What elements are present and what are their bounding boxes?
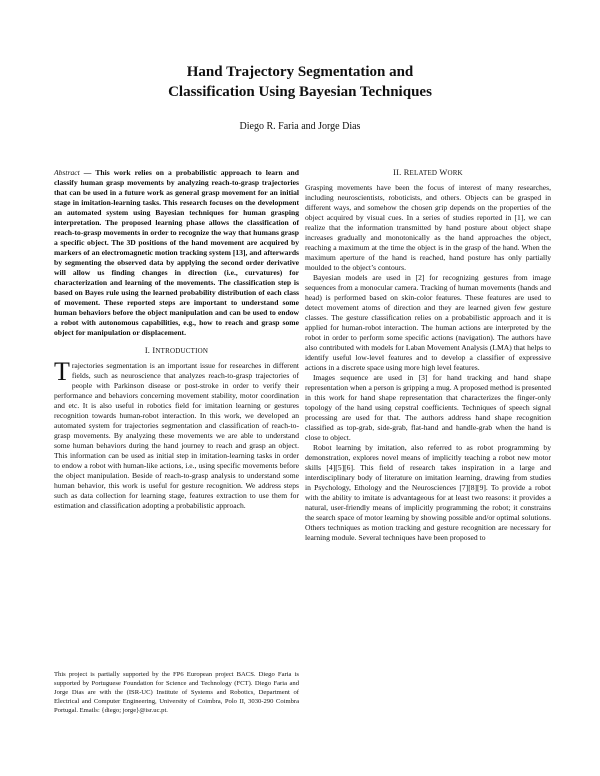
related-paragraph-3: Images sequence are used in [3] for hand tracking and hand shape representation when a person is gripping a mug. A proposed method is presented in this work for hand shape representation that characterizes the finger-only topology of the hand using cepstral coefficients. Techniques of speech signal processing are used for that. The authors address hand shape recognition classified as top-grab, side-grab, flat-hand and handle-grab when the hand is close to object.: [305, 373, 551, 442]
related-paragraph-4: Robot learning by imitation, also referred to as robot programming by demonstration, explores novel means of implicitly teaching a robot new motor skills [4][5][6]. This field of research takes inspiration in a large and interdisciplinary body of literature on imitation learning, drawing from studies in Psychology, Ethology and the Neurosciences [7][8][9]. To provide a robot with the ability to imitate is advantageous for at least two reasons: it provides a natural, user-friendly means of implicitly programming the robot; it constrains the search space of motor learning by showing possible and/or optimal solutions. Others techniques as motion tracking and gesture recognition are necessary for learning module. Several techniques have been proposed to: [305, 443, 551, 542]
intro-text: rajectories segmentation is an important issue for researches in different fields, such as neuroscience that analyzes reach-to-grasp trajectories of people with Parkinson disease or post-stroke in order to verify their performance and behaviors concerning movement stability, motor coordination and etc. It is also useful in robotics field for imitation learning or gestures recognition towards human-robot interaction. In this work, we developed an automated system for trajectories segmentation and classification of reach-to-grasp movements. By analyzing these movements we are able to understand some human behaviors during the hand journey to reach and grasp an object. This information can be used as initial step in imitation-learning tasks in order to endow a robot with human-like actions, i.e., using specific movements before the object manipulation. Beside of reach-to-grasp analysis to understand some human behavior, this work is useful for gesture recognition. We address steps such as data collection for learning stage, features extraction to use them for estimation and classification adopting a probabilistic approach.: [54, 361, 299, 510]
section-heading-introduction: [54, 346, 299, 356]
section-initial: I: [152, 346, 156, 355]
authors: Diego R. Faria and Jorge Dias: [239, 121, 361, 132]
section-heading-related-work: [305, 168, 551, 178]
section-initial-b: W: [439, 168, 448, 177]
section-initial-a: R: [403, 168, 410, 177]
abstract-label: Abstract: [54, 168, 80, 177]
footnote: This project is partially supported by the FP6 European project BACS. Diego Faria is supported by Portuguese Foundation for Science and Technology (FCT). Diego Faria and Jorge Dias are with the (ISR-UC) Institute of Systems and Robotics, Department of Electrical and Computer Engineering, University of Coimbra, Polo II, 3030-290 Coimbra Portugal. Emails: {diego; jorge}@isr.uc.pt.: [54, 671, 299, 714]
section-rest-a: ELATED: [409, 169, 438, 177]
abstract-dash: —: [79, 168, 96, 177]
title-line-1: Hand Trajectory Segmentation and: [186, 64, 414, 80]
abstract: [54, 168, 299, 338]
right-column: [305, 168, 551, 543]
related-paragraph-2: Bayesian models are used in [2] for recognizing gestures from image sequences from a monocular camera. Tracking of human movements (hands and head) is performed based on skin-color features. These features are used to detect movement atoms of direction and they are learned given few gesture classes. The gesture classification relies on a probabilistic approach and it is applied for human-robot interaction. The human actions are interpreted by the robot in order to perform some specific actions (navigation). The authors have also contributed with models for Laban Movement Analysis (LMA) that helps to identify useful low-level features and to develop a classifier of expressive actions in a discrete space using more high level features.: [305, 273, 551, 372]
drop-cap: T: [54, 357, 70, 386]
section-number: I.: [144, 346, 151, 355]
title-line-2: Classification Using Bayesian Techniques: [168, 84, 432, 100]
abstract-text: This work relies on a probabilistic approach to learn and classify human grasp movements by analyzing reach-to-grasp trajectories that can be used in a future work as general grasp movement for an initial stage in imitation-learning tasks. This research focuses on the development an automated system using Bayesian techniques for human grasping interpretation. The proposed learning phase allows the classification of reach-to-grasp movements in order to recognize the way that humans grasp a specific object. The 3D positions of the hand movement are acquired by markers of an electromagnetic motion tracking system [13], and afterwards by segmenting the observed data by applying the second order derivative will allow us finding changes in direction (i.e., curvatures) for characterization and learning of the movements. The classification step is based on Bayes rule using the learned probability distribution of each class of movement. These reported steps are important to understand some human behaviors before the object manipulation and can be used to endow a robot with autonomous capabilities, e.g., how to reach and grasp some object for manipulation or displacement.: [54, 168, 299, 337]
left-column: [54, 168, 299, 511]
section-number: II.: [393, 168, 402, 177]
intro-paragraph: [54, 357, 299, 511]
section-rest: NTRODUCTION: [155, 347, 209, 355]
related-paragraph-1: Grasping movements have been the focus of interest of many researches, including neuroscientists, roboticists, and others. Objects can be grasped in different ways, and somehow the chosen grip depends on the properties of the object acquired by visual cues. In a series of studies reported in [1], we can realize that the information transmitted by hand posture about object shape increases gradually and monotonically as the hand approaches the object, reaching a maximum at the time the object is in the grasp of the hand. When the maximum aperture of the hand is reached, hand posture has only partially moulded to the object’s contours.: [305, 183, 551, 272]
paper-title: [0, 62, 600, 102]
section-rest-b: ORK: [447, 169, 463, 177]
